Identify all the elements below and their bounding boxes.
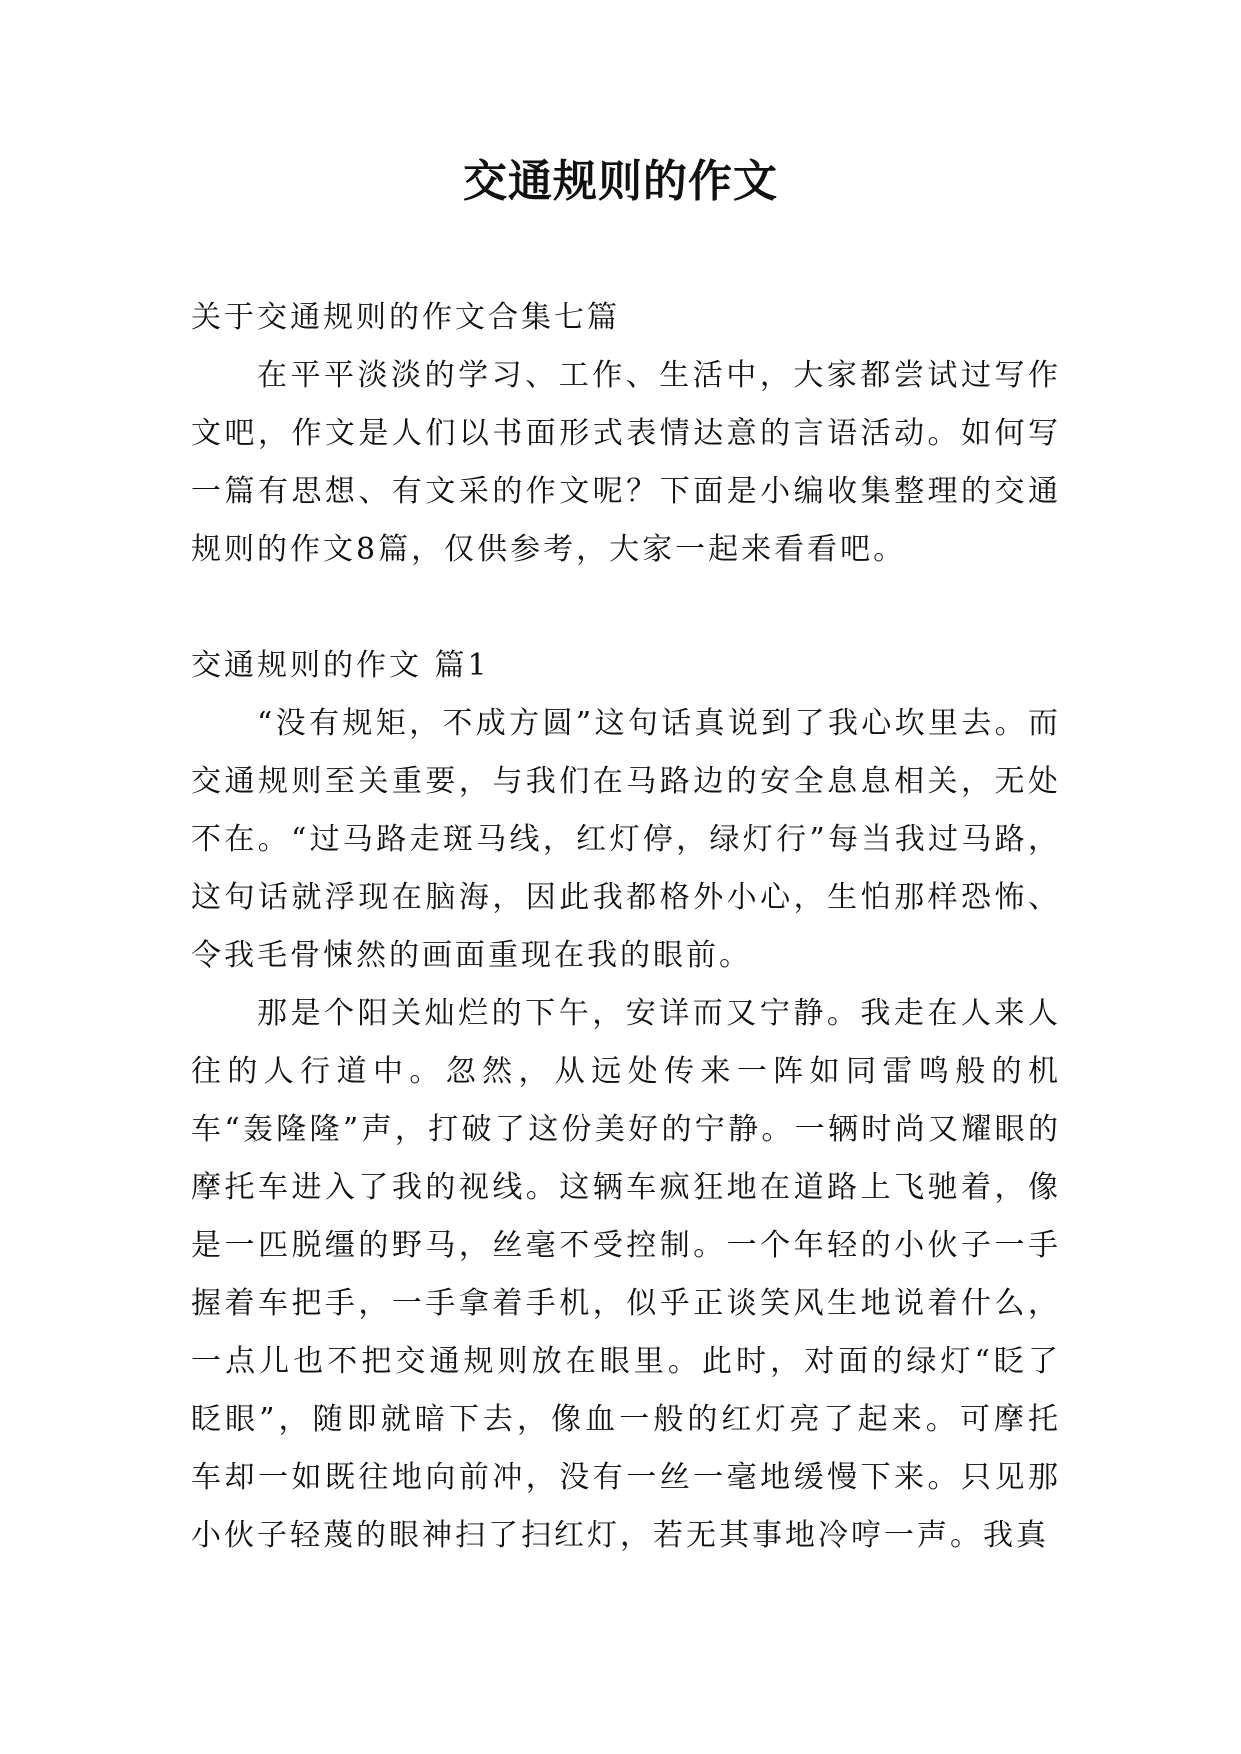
body-paragraph-2: 那是个阳关灿烂的下午，安详而又宁静。我走在人来人往的人行道中。忽然，从远处传来一阵如同雷鸣般的机车“轰隆隆”声，打破了这份美好的宁静。一辆时尚又耀眼的摩托车进入了我的视线。这辆车疯狂地在道路上飞驰着，像是一匹脱缰的野马，丝毫不受控制。一个年轻的小伙子一手握着车把手，一手拿着手机，似乎正谈笑风生地说着什么，一点儿也不把交通规则放在眼里。此时，对面的绿灯“眨了眨眼”，随即就暗下去，像血一般的红灯亮了起来。可摩托车却一如既往地向前冲，没有一丝一毫地缓慢下来。只见那小伙子轻蔑的眼神扫了扫红灯，若无其事地冷哼一声。我真 [191, 996, 1061, 1553]
intro-paragraph: 在平平淡淡的学习、工作、生活中，大家都尝试过写作文吧，作文是人们以书面形式表情达意的言语活动。如何写一篇有思想、有文采的作文呢？下面是小编收集整理的交通规则的作文8篇，仅供参考，大家一起来看看吧。 [191, 358, 1061, 567]
section-gap [191, 579, 1061, 637]
document-body [191, 289, 1061, 1565]
collection-heading: 关于交通规则的作文合集七篇 [191, 300, 620, 335]
body-paragraph-1: “没有规矩，不成方圆”这句话真说到了我心坎里去。而交通规则至关重要，与我们在马路边的安全息息相关，无处不在。“过马路走斑马线，红灯停，绿灯行”每当我过马路，这句话就浮现在脑海，因此我都格外小心，生怕那样恐怖、令我毛骨悚然的画面重现在我的眼前。 [191, 706, 1061, 973]
section-heading: 交通规则的作文 篇1 [191, 648, 490, 683]
document-title: 交通规则的作文 [463, 156, 778, 207]
